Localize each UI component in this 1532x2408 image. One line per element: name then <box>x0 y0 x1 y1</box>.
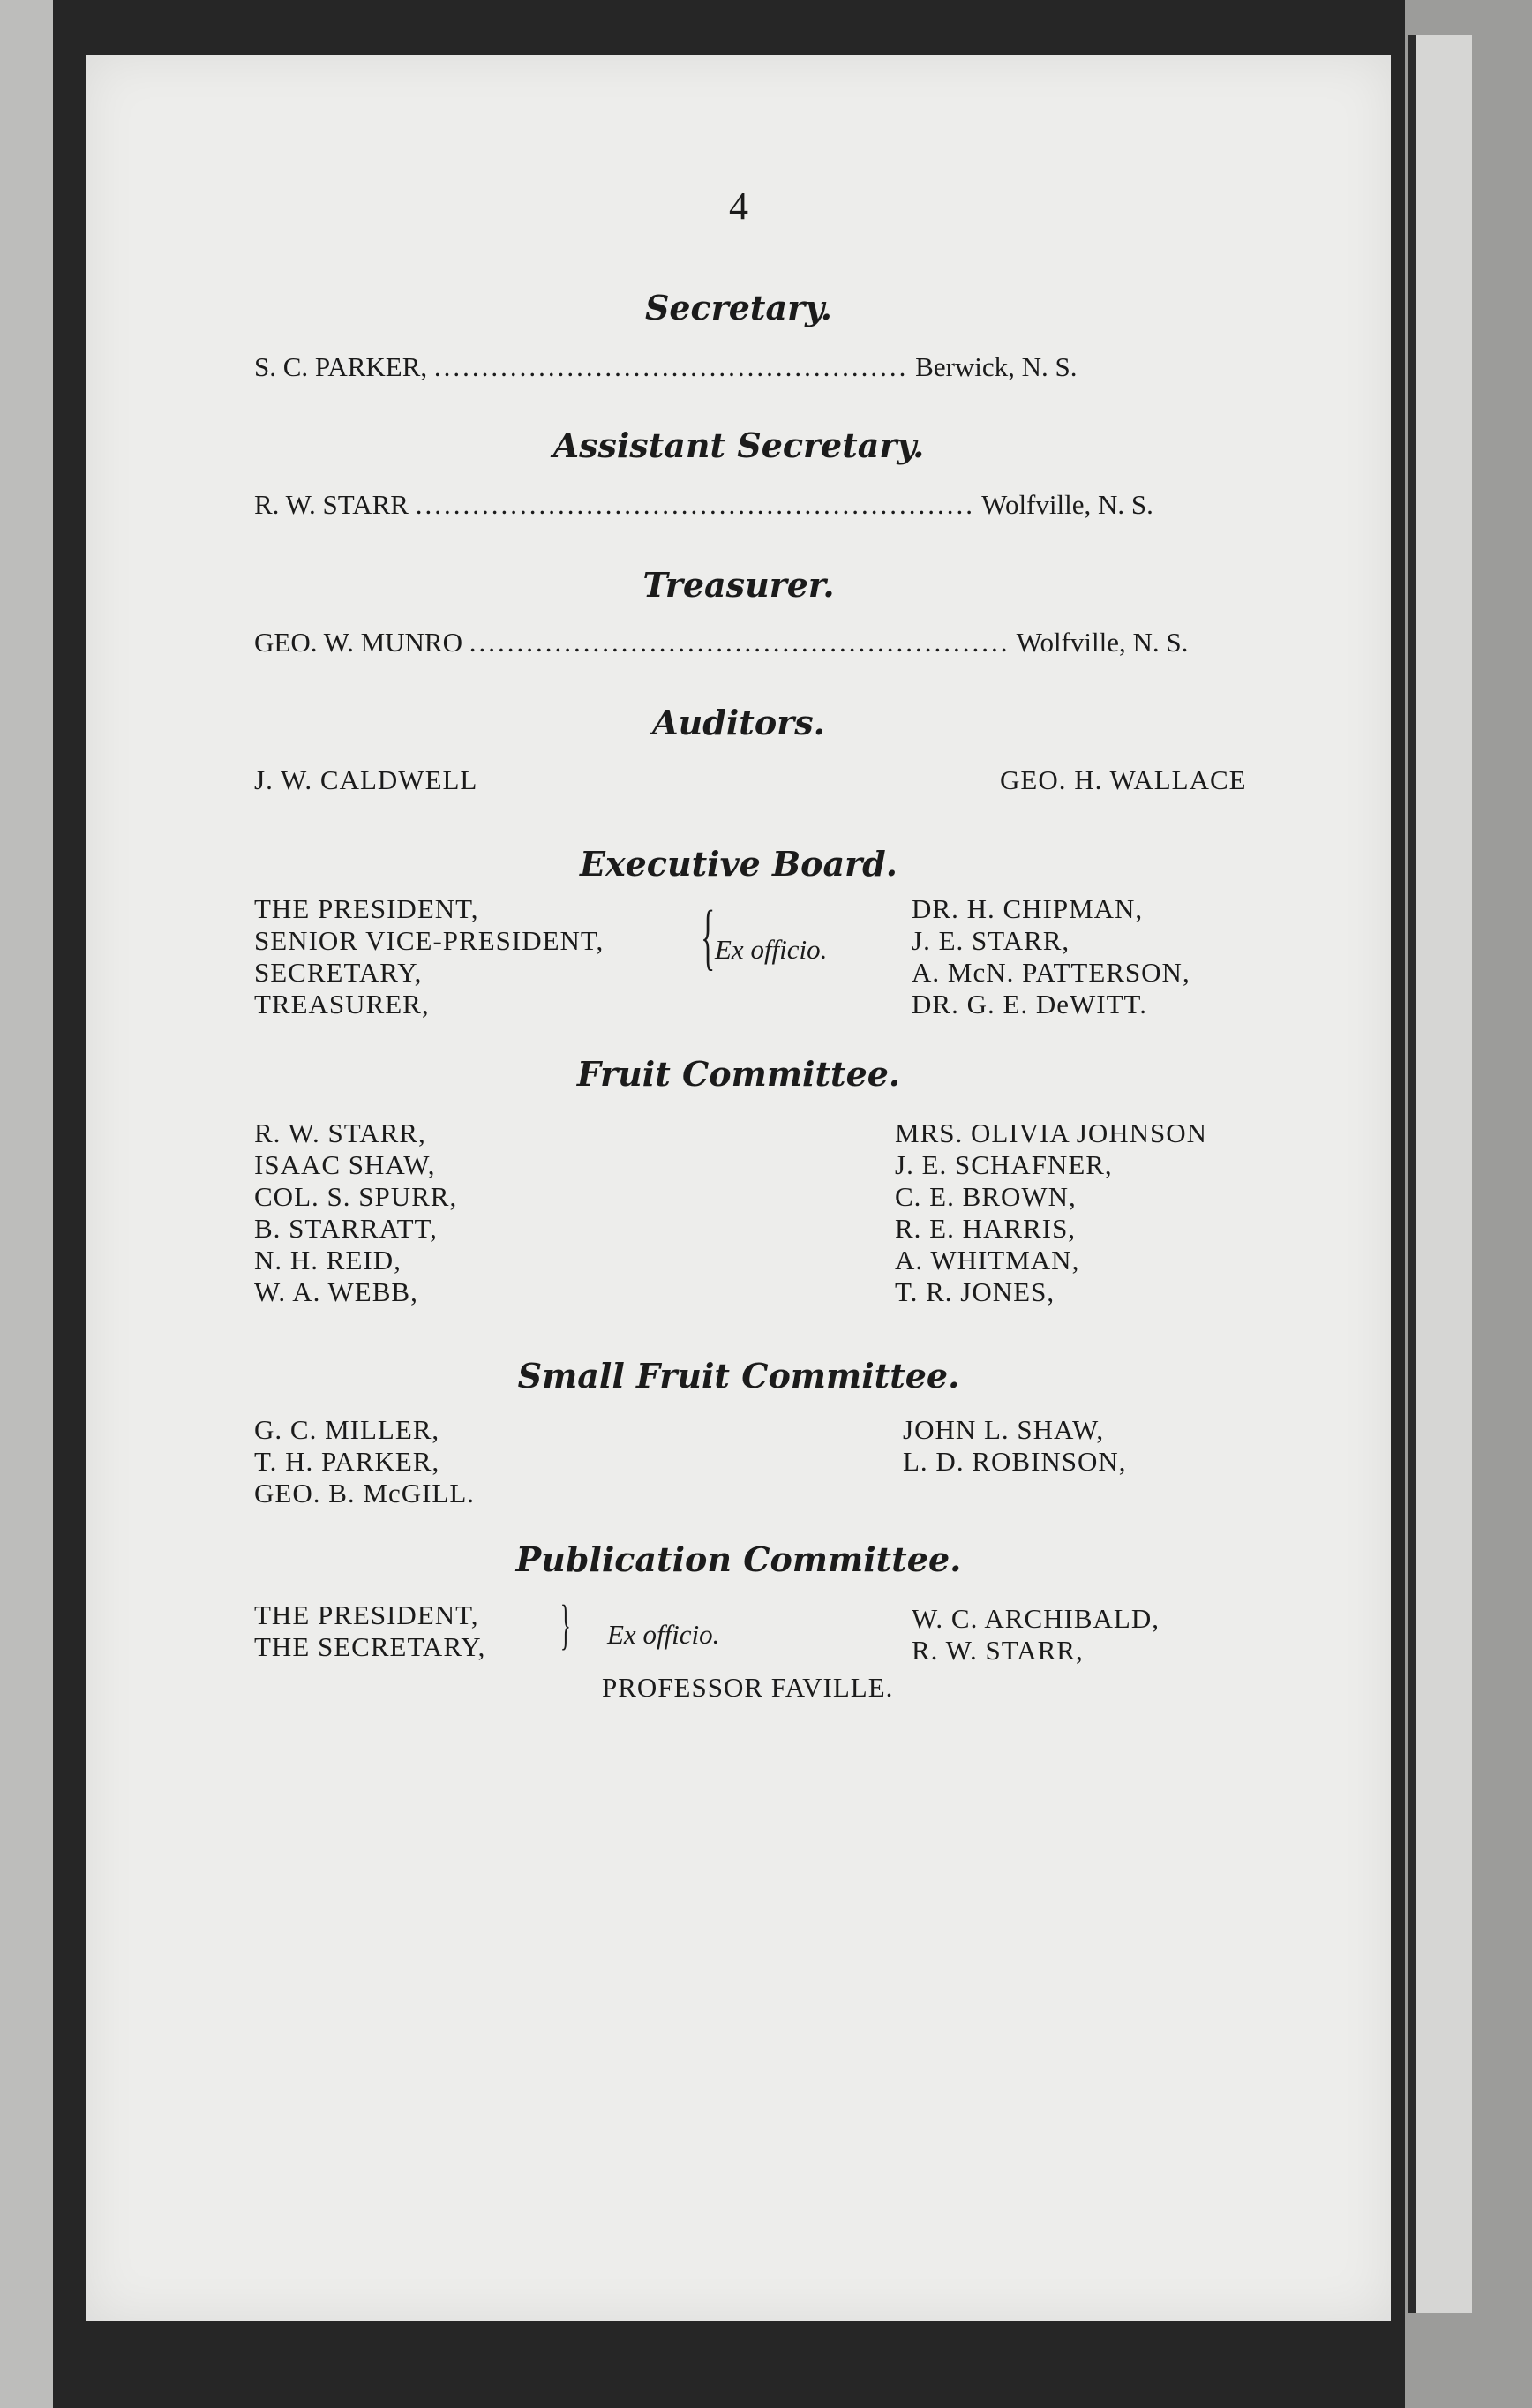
list-item: L. D. ROBINSON, <box>903 1446 1127 1477</box>
list-item: ISAAC SHAW, <box>254 1149 436 1180</box>
executive-board-member-list <box>912 893 1190 1020</box>
list-item: TREASURER, <box>254 989 430 1020</box>
publication-committee-bottom: PROFESSOR FAVILLE. <box>602 1672 894 1703</box>
list-item: W. A. WEBB, <box>254 1276 418 1307</box>
list-item: THE PRESIDENT, <box>254 1599 479 1630</box>
secretary-name: S. C. PARKER, <box>254 351 428 382</box>
brace-icon: } <box>559 1595 571 1655</box>
treasurer-name: GEO. W. MUNRO <box>254 627 462 658</box>
list-item: J. E. SCHAFNER, <box>895 1149 1113 1180</box>
list-item: W. C. ARCHIBALD, <box>912 1603 1160 1634</box>
document-page <box>86 55 1391 2321</box>
list-item: DR. H. CHIPMAN, <box>912 893 1144 924</box>
treasurer-location: Wolfville, N. S. <box>1016 627 1189 658</box>
small-fruit-committee-heading: Small Fruit Committee. <box>517 1356 960 1396</box>
list-item: MRS. OLIVIA JOHNSON <box>895 1117 1208 1148</box>
secretary-heading: Secretary. <box>644 288 833 327</box>
list-item: T. H. PARKER, <box>254 1446 440 1477</box>
list-item: DR. G. E. DeWITT. <box>912 989 1147 1020</box>
ex-officio-label: Ex officio. <box>715 934 828 965</box>
list-item: A. WHITMAN, <box>895 1245 1080 1275</box>
page-number: 4 <box>729 184 748 228</box>
secretary-location: Berwick, N. S. <box>915 351 1078 382</box>
list-item: J. E. STARR, <box>912 925 1070 956</box>
publication-committee-right-list <box>912 1603 1160 1667</box>
fruit-committee-heading: Fruit Committee. <box>576 1054 901 1094</box>
publication-committee-ex-officio-list <box>254 1599 485 1663</box>
secretary-entry <box>254 351 1398 383</box>
auditors-heading: Auditors. <box>652 703 825 742</box>
page-gutter <box>1408 35 1472 2313</box>
small-fruit-committee-right-list <box>903 1414 1127 1478</box>
assistant-secretary-entry <box>254 489 1398 521</box>
leader-dots: ........................................................... <box>415 489 975 520</box>
list-item: THE PRESIDENT, <box>254 893 479 924</box>
list-item: SENIOR VICE-PRESIDENT, <box>254 925 605 956</box>
executive-board-ex-officio-list <box>254 893 604 1020</box>
list-item: R. W. STARR, <box>254 1117 426 1148</box>
list-item: SECRETARY, <box>254 957 423 988</box>
leader-dots: .................................................. <box>433 351 909 382</box>
ex-officio-label: Ex officio. <box>607 1619 720 1650</box>
list-item: GEO. B. McGILL. <box>254 1478 476 1509</box>
leader-dots: ......................................................... <box>469 627 1010 658</box>
list-item: R. E. HARRIS, <box>895 1213 1077 1244</box>
list-item: COL. S. SPURR, <box>254 1181 458 1212</box>
brace-icon: { <box>701 896 716 978</box>
list-item: G. C. MILLER, <box>254 1414 440 1445</box>
list-item: C. E. BROWN, <box>895 1181 1077 1212</box>
executive-board-heading: Executive Board. <box>580 844 897 884</box>
publication-committee-heading: Publication Committee. <box>515 1539 962 1579</box>
list-item: T. R. JONES, <box>895 1276 1055 1307</box>
assistant-secretary-location: Wolfville, N. S. <box>981 489 1153 520</box>
small-fruit-committee-left-list <box>254 1414 475 1509</box>
fruit-committee-right-list <box>895 1117 1207 1308</box>
auditor-right: GEO. H. WALLACE <box>1000 764 1247 795</box>
list-item: THE SECRETARY, <box>254 1631 486 1662</box>
fruit-committee-left-list <box>254 1117 457 1308</box>
list-item: B. STARRATT, <box>254 1213 438 1244</box>
list-item: R. W. STARR, <box>912 1635 1084 1666</box>
assistant-secretary-heading: Assistant Secretary. <box>552 425 925 465</box>
list-item: A. McN. PATTERSON, <box>912 957 1190 988</box>
treasurer-entry <box>254 627 1398 658</box>
treasurer-heading: Treasurer. <box>642 565 835 605</box>
assistant-secretary-name: R. W. STARR <box>254 489 409 520</box>
auditor-left: J. W. CALDWELL <box>254 764 478 795</box>
list-item: N. H. REID, <box>254 1245 402 1275</box>
list-item: JOHN L. SHAW, <box>903 1414 1105 1445</box>
